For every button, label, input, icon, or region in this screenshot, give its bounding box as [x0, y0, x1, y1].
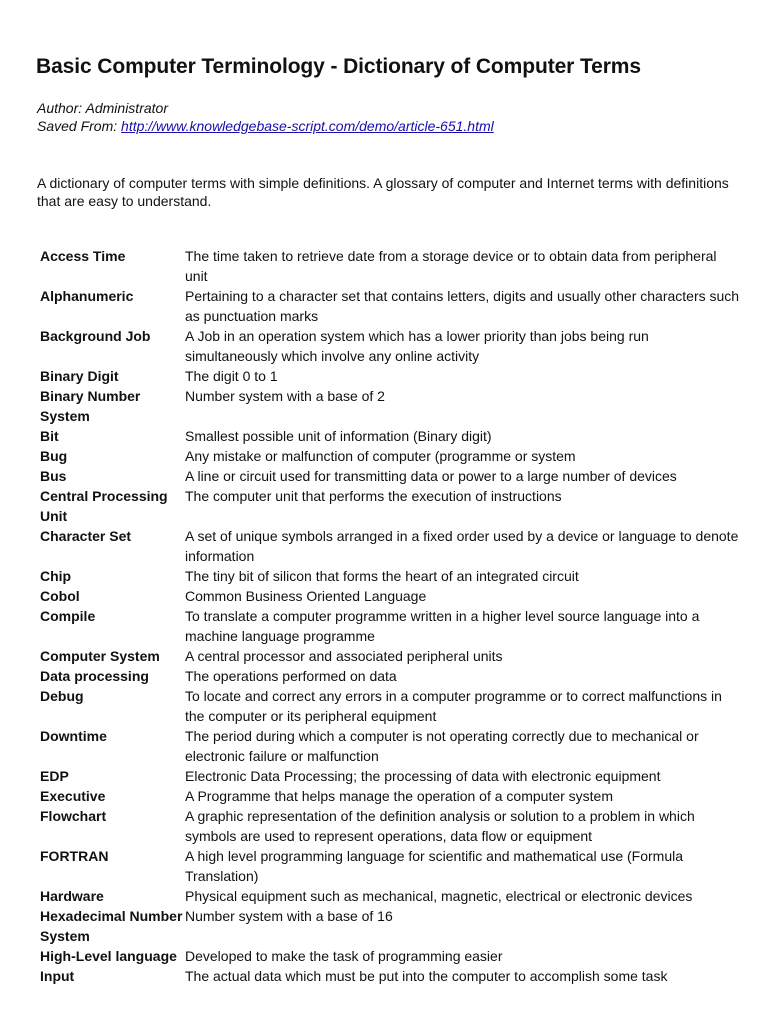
- term-row: [40, 386, 740, 426]
- intro-paragraph: A dictionary of computer terms with simple definitions. A glossary of computer and Internet terms with definitions that are easy to understand.: [37, 175, 729, 209]
- term-row: [40, 606, 740, 646]
- terms-table: [40, 246, 740, 986]
- term-definition: The period during which a computer is not operating correctly due to mechanical or electronic failure or malfunction: [185, 728, 699, 764]
- term-row: [40, 286, 740, 326]
- term-name: Binary Number System: [40, 388, 141, 424]
- term-definition: A Programme that helps manage the operation of a computer system: [185, 788, 614, 804]
- saved-from-label: Saved From:: [37, 118, 118, 134]
- term-row: [40, 246, 740, 286]
- term-row: [40, 666, 740, 686]
- term-name: Input: [40, 968, 75, 984]
- term-row: [40, 446, 740, 466]
- term-definition: A line or circuit used for transmitting data or power to a large number of devices: [185, 468, 677, 484]
- term-name: Alphanumeric: [40, 288, 134, 304]
- term-row: [40, 646, 740, 666]
- term-definition: Any mistake or malfunction of computer (programme or system: [185, 448, 576, 464]
- term-name: Chip: [40, 568, 72, 584]
- term-definition: The operations performed on data: [185, 668, 397, 684]
- term-row: [40, 726, 740, 766]
- author-line: Author: Administrator: [37, 100, 168, 116]
- term-row: [40, 326, 740, 366]
- term-name: Background Job: [40, 328, 151, 344]
- term-row: [40, 846, 740, 886]
- term-definition: The time taken to retrieve date from a storage device or to obtain data from peripheral unit: [185, 248, 717, 284]
- term-definition: A central processor and associated peripheral units: [185, 648, 503, 664]
- term-definition: Developed to make the task of programming easier: [185, 948, 503, 964]
- term-row: [40, 786, 740, 806]
- term-name: Binary Digit: [40, 368, 119, 384]
- term-row: [40, 526, 740, 566]
- term-name: Compile: [40, 608, 96, 624]
- term-row: [40, 946, 740, 966]
- term-row: [40, 686, 740, 726]
- term-definition: A Job in an operation system which has a lower priority than jobs being run simultaneously which involve any online activity: [185, 328, 649, 364]
- term-name: EDP: [40, 768, 69, 784]
- term-name: Bug: [40, 448, 68, 464]
- term-name: Executive: [40, 788, 106, 804]
- term-name: Central Processing Unit: [40, 488, 168, 524]
- term-row: [40, 466, 740, 486]
- term-definition: The digit 0 to 1: [185, 368, 278, 384]
- term-definition: Common Business Oriented Language: [185, 588, 427, 604]
- term-name: Bus: [40, 468, 67, 484]
- term-definition: The actual data which must be put into the computer to accomplish some task: [185, 968, 668, 984]
- page-title: Basic Computer Terminology - Dictionary of Computer Terms: [36, 55, 641, 78]
- term-name: Character Set: [40, 528, 132, 544]
- term-definition: The tiny bit of silicon that forms the heart of an integrated circuit: [185, 568, 579, 584]
- term-name: FORTRAN: [40, 848, 109, 864]
- term-definition: The computer unit that performs the execution of instructions: [185, 488, 562, 504]
- term-name: High-Level language: [40, 948, 177, 964]
- term-definition: Number system with a base of 2: [185, 388, 385, 404]
- term-name: Access Time: [40, 248, 126, 264]
- term-row: [40, 966, 740, 986]
- term-definition: Electronic Data Processing; the processing of data with electronic equipment: [185, 768, 661, 784]
- term-definition: A set of unique symbols arranged in a fixed order used by a device or language to denote information: [185, 528, 739, 564]
- term-name: Data processing: [40, 668, 149, 684]
- term-definition: Smallest possible unit of information (Binary digit): [185, 428, 492, 444]
- term-name: Cobol: [40, 588, 80, 604]
- term-row: [40, 426, 740, 446]
- term-definition: To locate and correct any errors in a computer programme or to correct malfunctions in the computer or its peripheral equipment: [185, 688, 722, 724]
- term-definition: A high level programming language for scientific and mathematical use (Formula Translation): [185, 848, 684, 884]
- term-row: [40, 586, 740, 606]
- term-row: [40, 366, 740, 386]
- article-meta: [37, 99, 494, 135]
- term-row: [40, 566, 740, 586]
- term-row: [40, 766, 740, 786]
- term-name: Flowchart: [40, 808, 107, 824]
- term-row: [40, 486, 740, 526]
- term-name: Debug: [40, 688, 84, 704]
- term-name: Hardware: [40, 888, 104, 904]
- term-name: Hexadecimal Number System: [40, 908, 183, 944]
- term-definition: A graphic representation of the definition analysis or solution to a problem in which symbols are used to represent operations, data flow or equipment: [185, 808, 695, 844]
- term-row: [40, 806, 740, 846]
- term-name: Downtime: [40, 728, 107, 744]
- term-name: Computer System: [40, 648, 160, 664]
- term-definition: Number system with a base of 16: [185, 908, 393, 924]
- term-row: [40, 906, 740, 946]
- source-link[interactable]: http://www.knowledgebase-script.com/demo/article-651.html: [121, 118, 494, 134]
- term-definition: Pertaining to a character set that contains letters, digits and usually other characters such as punctuation marks: [185, 288, 740, 324]
- term-definition: To translate a computer programme written in a higher level source language into a machine language programme: [185, 608, 700, 644]
- term-row: [40, 886, 740, 906]
- saved-from-line: [37, 117, 494, 135]
- term-definition: Physical equipment such as mechanical, magnetic, electrical or electronic devices: [185, 888, 693, 904]
- term-name: Bit: [40, 428, 59, 444]
